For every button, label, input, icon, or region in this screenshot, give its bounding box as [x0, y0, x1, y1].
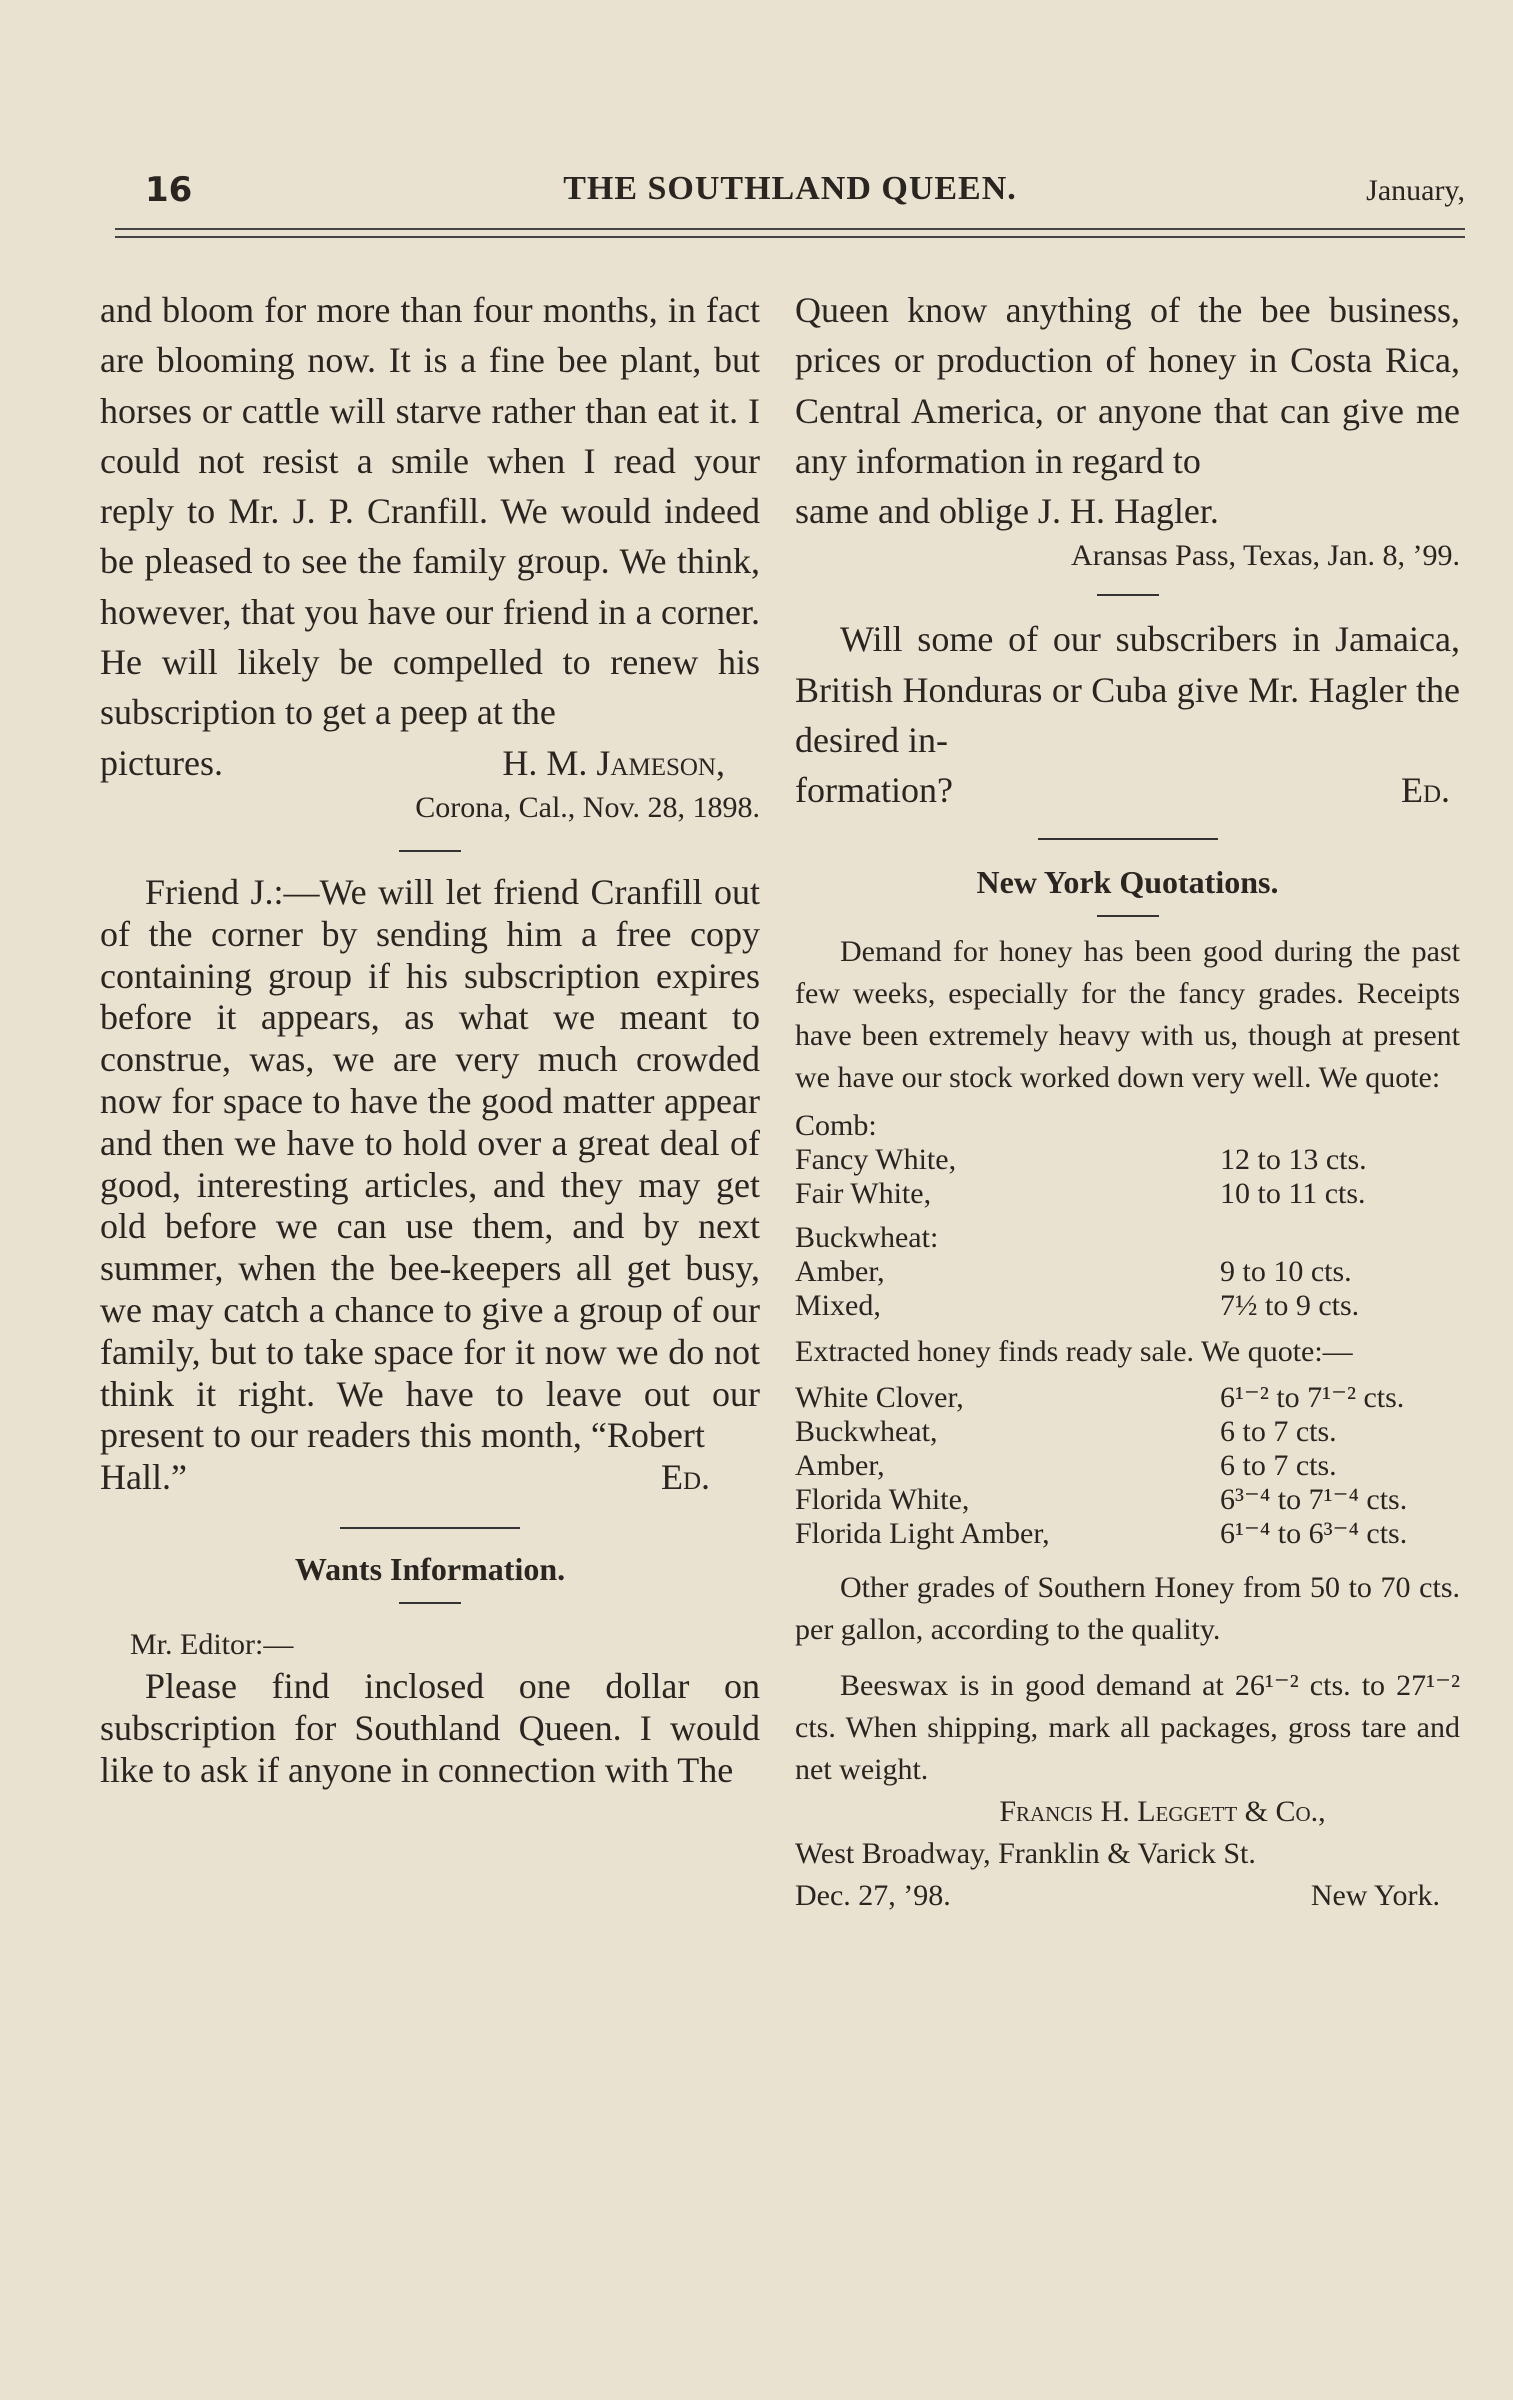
- header-rule: [115, 228, 1465, 230]
- editor-signature: Ed.: [660, 1457, 710, 1498]
- new-york-quotations-heading: New York Quotations.: [976, 863, 1279, 900]
- jameson-last-word: pictures.: [100, 742, 223, 783]
- hagler-signature-line: same and oblige J. H. Hagler.: [795, 491, 1219, 532]
- leggett-address: West Broadway, Franklin & Varick St.: [795, 1836, 1256, 1870]
- section-rule: [1038, 838, 1218, 840]
- grade-price: 9 to 10 cts.: [1220, 1254, 1352, 1288]
- leggett-date: Dec. 27, ’98.: [795, 1878, 951, 1912]
- buckwheat-label: Buckwheat:: [795, 1220, 939, 1254]
- comb-label: Comb:: [795, 1108, 877, 1142]
- separator-rule: [1097, 594, 1159, 596]
- grade-price: 6¹⁻⁴ to 6³⁻⁴ cts.: [1220, 1516, 1408, 1550]
- editor-request-body: Will some of our subscribers in Jamaica, British Honduras or Cuba give Mr. Hagler the desired in-: [795, 619, 1460, 761]
- grade-name: Mixed,: [795, 1288, 881, 1322]
- buckwheat-price-list: [795, 1255, 1460, 1323]
- right-column: [795, 285, 1460, 1917]
- jameson-place-date: Corona, Cal., Nov. 28, 1898.: [415, 790, 760, 824]
- grade-name: Fair White,: [795, 1176, 932, 1210]
- jameson-letter-body: and bloom for more than four months, in fact are blooming now. It is a fine bee plant, but horses or cattle will starve rather than eat it. I could not resist a smile when I read your reply to Mr. J. P. Cranfill. We would indeed be pleased to see the family group. We think, however, that you have our friend in a corner. He will likely be compelled to renew his subscription to get a peep at the: [100, 290, 760, 733]
- jameson-signature: H. M. Jameson,: [502, 742, 725, 783]
- grade-price: 7½ to 9 cts.: [1220, 1288, 1360, 1322]
- comb-price-list: [795, 1143, 1460, 1211]
- leggett-signature: Francis H. Leggett & Co.,: [999, 1794, 1326, 1828]
- extracted-price-list: [795, 1381, 1460, 1551]
- editor-reply-signature-line: [100, 1457, 760, 1499]
- price-row: [795, 1255, 1460, 1289]
- grade-price: 6 to 7 cts.: [1220, 1414, 1337, 1448]
- grade-name: Fancy White,: [795, 1142, 957, 1176]
- editor-signature: Ed.: [1400, 770, 1450, 811]
- price-row: [795, 1289, 1460, 1323]
- grade-name: White Clover,: [795, 1380, 964, 1414]
- market-report-body: Demand for honey has been good during the past few weeks, especially for the fancy grades. Receipts have been extremely heavy with us, though at present we have our stock worked down very well. We quote:: [795, 934, 1460, 1094]
- separator-rule: [399, 850, 461, 852]
- page-header: [115, 170, 1465, 220]
- grade-price: 6¹⁻² to 7¹⁻² cts.: [1220, 1380, 1405, 1414]
- grade-name: Florida Light Amber,: [795, 1516, 1050, 1550]
- price-row: [795, 1449, 1460, 1483]
- editor-reply-body: Friend J.:—We will let friend Cranfill out of the corner by sending him a free copy containing group if his subscription expires before it appears, as what we meant to construe, was, we are very much crowded now for space to have the good matter appear and then we have to hold over a great deal of good, interesting articles, and they may get old before we can use them, and by next summer, when the bee-keepers all get busy, we may catch a chance to give a group of our family, but to take space for it now we do not think it right. We have to leave out our present to our readers this month, “Robert: [100, 871, 760, 1456]
- price-row: [795, 1517, 1460, 1551]
- header-rule-double: [115, 236, 1465, 238]
- running-title: THE SOUTHLAND QUEEN.: [563, 170, 1017, 207]
- heading-rule: [1097, 915, 1159, 917]
- salutation: Mr. Editor:—: [130, 1627, 294, 1661]
- southern-honey-text: Other grades of Southern Honey from 50 to 70 cts. per gallon, according to the quality.: [795, 1570, 1460, 1646]
- grade-price: 12 to 13 cts.: [1220, 1142, 1367, 1176]
- hagler-letter-continued: Queen know anything of the bee business, prices or production of honey in Costa Rica, Central America, or anyone that can give me any information in regard to: [795, 290, 1460, 481]
- grade-price: 6³⁻⁴ to 7¹⁻⁴ cts.: [1220, 1482, 1408, 1516]
- price-row: [795, 1483, 1460, 1517]
- grade-price: 10 to 11 cts.: [1220, 1176, 1366, 1210]
- grade-price: 6 to 7 cts.: [1220, 1448, 1337, 1482]
- heading-rule: [399, 1602, 461, 1604]
- beeswax-text: Beeswax is in good demand at 26¹⁻² cts. to 27¹⁻² cts. When shipping, mark all packages, gross tare and net weight.: [795, 1668, 1460, 1786]
- section-rule: [340, 1527, 520, 1529]
- price-row: [795, 1415, 1460, 1449]
- grade-name: Buckwheat,: [795, 1414, 938, 1448]
- extracted-honey-text: Extracted honey finds ready sale. We quote:—: [795, 1334, 1353, 1368]
- price-row: [795, 1177, 1460, 1211]
- running-month: January,: [1366, 174, 1465, 207]
- hagler-letter-body: Please find inclosed one dollar on subscription for Southland Queen. I would like to ask if anyone in connection with The: [100, 1665, 760, 1790]
- editor-request-signature-line: [795, 765, 1460, 815]
- jameson-signature-line: [100, 738, 760, 788]
- grade-name: Amber,: [795, 1448, 885, 1482]
- left-column: [100, 285, 760, 1791]
- editor-reply-last-word: Hall.”: [100, 1457, 187, 1498]
- leggett-date-line: [795, 1875, 1460, 1917]
- wants-information-heading: Wants Information.: [294, 1550, 566, 1587]
- leggett-city: New York.: [1310, 1878, 1440, 1912]
- price-row: [795, 1381, 1460, 1415]
- grade-name: Amber,: [795, 1254, 885, 1288]
- price-row: [795, 1143, 1460, 1177]
- grade-name: Florida White,: [795, 1482, 970, 1516]
- page-number: 16: [145, 170, 193, 210]
- hagler-place-date: Aransas Pass, Texas, Jan. 8, ’99.: [1071, 539, 1460, 573]
- editor-request-last-word: formation?: [795, 770, 953, 811]
